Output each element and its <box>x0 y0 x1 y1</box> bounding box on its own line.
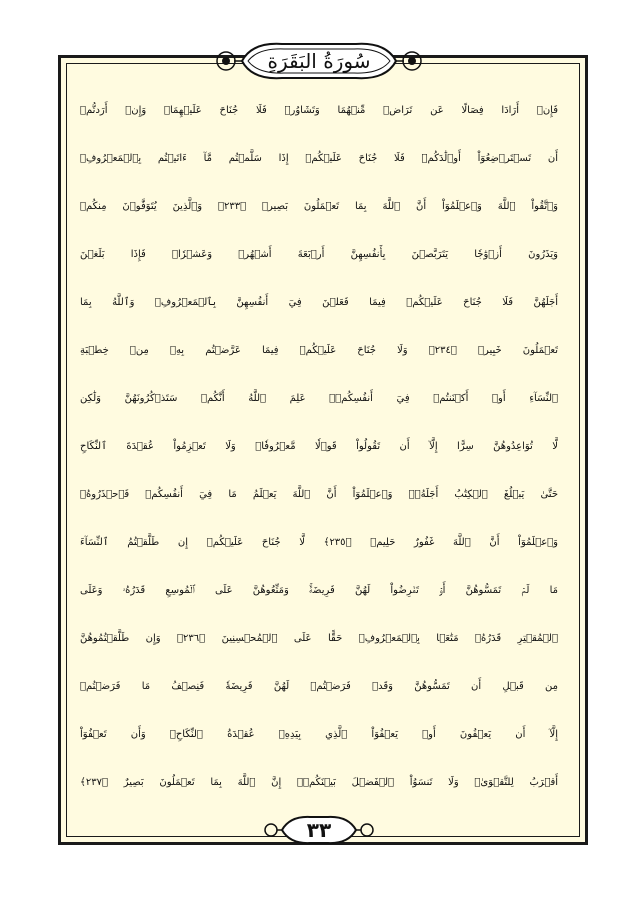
text-line-2: أَن تَسۡتَرۡضِعُوٓاْ أَوۡلَٰدَكُمۡ فَلَا جُنَاحَ عَلَيۡكُمۡ إِذَا سَلَّمۡتُم مَّآ ءَاتَيۡتُم بِٱلۡمَعۡرُوفِۗ <box>80 152 558 164</box>
text-line-3: وَٱتَّقُواْ ٱللَّهَ وَٱعۡلَمُوٓاْ أَنَّ ٱللَّهَ بِمَا تَعۡمَلُونَ بَصِيرٞ ﴿٢٣٣﴾ وَٱلَّذِينَ يُتَوَفَّوۡنَ مِنكُمۡ <box>80 200 558 212</box>
text-line-6: تَعۡمَلُونَ خَبِيرٞ ﴿٢٣٤﴾ وَلَا جُنَاحَ عَلَيۡكُمۡ فِيمَا عَرَّضۡتُم بِهِۦ مِنۡ خِطۡبَةِ <box>80 344 558 356</box>
text-line-12: ٱلۡمُقۡتِرِ قَدَرُهُۥ مَتَٰعَۢا بِٱلۡمَعۡرُوفِۖ حَقًّا عَلَى ٱلۡمُحۡسِنِينَ ﴿٢٣٦﴾ وَإِن طَلَّقۡتُمُوهُنَّ <box>80 632 558 644</box>
page-number: ٣٣ <box>306 818 332 842</box>
text-line-13: مِن قَبۡلِ أَن تَمَسُّوهُنَّ وَقَدۡ فَرَضۡتُمۡ لَهُنَّ فَرِيضَةٗ فَنِصۡفُ مَا فَرَضۡتُمۡ <box>80 680 558 692</box>
quran-text-block <box>80 86 558 806</box>
text-line-5: أَجَلَهُنَّ فَلَا جُنَاحَ عَلَيۡكُمۡ فِيمَا فَعَلۡنَ فِيٓ أَنفُسِهِنَّ بِٱلۡمَعۡرُوفِۗ وَٱللَّهُ بِمَا <box>80 296 558 308</box>
text-line-10: وَٱعۡلَمُوٓاْ أَنَّ ٱللَّهَ غَفُورٌ حَلِيمٞ ﴿٢٣٥﴾ لَّا جُنَاحَ عَلَيۡكُمۡ إِن طَلَّقۡتُمُ ٱلنِّسَآءَ <box>80 536 558 548</box>
text-line-11: مَا لَمۡ تَمَسُّوهُنَّ أَوۡ تَفۡرِضُواْ لَهُنَّ فَرِيضَةٗۚ وَمَتِّعُوهُنَّ عَلَى ٱلۡمُوسِعِ قَدَرُهُۥ وَعَلَى <box>80 584 558 596</box>
text-line-14: إِلَّآ أَن يَعۡفُونَ أَوۡ يَعۡفُوَاْ ٱلَّذِي بِيَدِهِۦ عُقۡدَةُ ٱلنِّكَاحِۚ وَأَن تَعۡفُوٓاْ <box>80 728 558 740</box>
text-line-9: حَتَّىٰ يَبۡلُغَ ٱلۡكِتَٰبُ أَجَلَهُۥۚ وَٱعۡلَمُوٓاْ أَنَّ ٱللَّهَ يَعۡلَمُ مَا فِيٓ أَنفُسِكُمۡ فَٱحۡذَرُوهُۚ <box>80 488 558 500</box>
page-number-cartouche <box>262 812 376 848</box>
text-line-1: فَإِنۡ أَرَادَا فِصَالًا عَن تَرَاضٖ مِّنۡهُمَا وَتَشَاوُرٖ فَلَا جُنَاحَ عَلَيۡهِمَاۗ وَإِنۡ أَرَدتُّمۡ <box>80 104 558 116</box>
text-line-7: ٱلنِّسَآءِ أَوۡ أَكۡنَنتُمۡ فِيٓ أَنفُسِكُمۡۚ عَلِمَ ٱللَّهُ أَنَّكُمۡ سَتَذۡكُرُونَهُنَّ وَلَٰكِن <box>80 392 558 404</box>
text-line-8: لَّا تُوَاعِدُوهُنَّ سِرًّا إِلَّآ أَن تَقُولُواْ قَوۡلٗا مَّعۡرُوفٗاۚ وَلَا تَعۡزِمُواْ عُقۡدَةَ ٱلنِّكَاحِ <box>80 440 558 452</box>
text-line-4: وَيَذَرُونَ أَزۡوَٰجٗا يَتَرَبَّصۡنَ بِأَنفُسِهِنَّ أَرۡبَعَةَ أَشۡهُرٖ وَعَشۡرٗاۖ فَإِذَا بَلَغۡنَ <box>80 248 558 260</box>
text-line-15: أَقۡرَبُ لِلتَّقۡوَىٰۚ وَلَا تَنسَوُاْ ٱلۡفَضۡلَ بَيۡنَكُمۡۚ إِنَّ ٱللَّهَ بِمَا تَعۡمَلُونَ بَصِيرٌ ﴿٢٣٧﴾ <box>80 776 558 788</box>
surah-title: سُورَةُ البَقَرَةِ <box>267 49 371 73</box>
surah-header-cartouche <box>212 36 426 86</box>
